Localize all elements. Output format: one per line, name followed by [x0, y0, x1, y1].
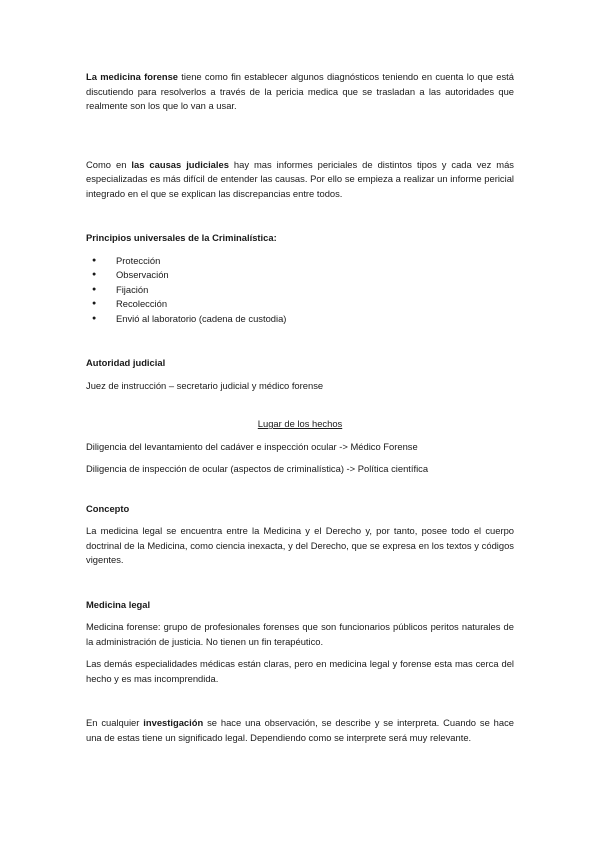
principles-list [86, 254, 514, 327]
list-item: ● Fijación [92, 283, 514, 298]
intro-paragraph [86, 70, 514, 114]
concept-heading: Concepto [86, 502, 130, 514]
investigation-after: se hace una observación, se describe y se interpreta. Cuando se hace una de estas tiene un significado legal. Dependiendo como se interprete será muy relevante. [86, 717, 514, 743]
list-item: ● Protección [92, 254, 514, 269]
judicial-causes-before: Como en [86, 158, 132, 170]
legal-medicine-heading: Medicina legal [86, 598, 151, 610]
principles-heading: Principios universales de la Criminalística: [86, 232, 277, 243]
judicial-causes-bold: las causas judiciales [131, 158, 229, 170]
judicial-causes-paragraph [86, 158, 514, 202]
investigation-bold: investigación [143, 717, 204, 728]
authority-heading: Autoridad judicial [86, 357, 166, 368]
investigation-paragraph [86, 716, 514, 745]
intro-text: tiene como fin establecer algunos diagnósticos teniendo en cuenta lo que está discutiendo para resolverlos a través de la pericia medica que se trasladan a las autoridades que realmente son los que lo van a usar. [86, 71, 514, 111]
legal-medicine-text-2: Las demás especialidades médicas están claras, pero en medicina legal y forense esta mas cerca del hecho y es mas incomprendida. [86, 658, 514, 684]
place-line-1: Diligencia del levantamiento del cadáver e inspección ocular -> Médico Forense [86, 440, 418, 452]
concept-text: La medicina legal se encuentra entre la Medicina y el Derecho y, por tanto, posee todo el cuerpo doctrinal de la Medicina, como ciencia inexacta, y del Derecho, que se expresa en los textos y códigos vigentes. [86, 525, 514, 565]
place-heading: Lugar de los hechos [257, 418, 343, 429]
list-item: ● Observación [92, 268, 514, 283]
legal-medicine-text-1: Medicina forense: grupo de profesionales forenses que son funcionarios públicos peritos naturales de la administración de justicia. No tienen un fin terapéutico. [86, 621, 514, 647]
judicial-causes-after: hay mas informes periciales de distintos tipos y cada vez más especializadas es más difícil de entender las causas. Por ello se empieza a realizar un informe pericial integrado en el que se explican las discrepancias entre todos. [86, 158, 514, 199]
intro-bold-lead: La medicina forense [86, 71, 179, 82]
place-line-2: Diligencia de inspección de ocular (aspectos de criminalística) -> Política científica [86, 463, 429, 474]
list-item: ● Envió al laboratorio (cadena de custodia) [92, 312, 514, 327]
authority-text: Juez de instrucción – secretario judicial y médico forense [86, 379, 324, 391]
investigation-before: En cualquier [86, 717, 144, 728]
list-item: ● Recolección [92, 297, 514, 312]
